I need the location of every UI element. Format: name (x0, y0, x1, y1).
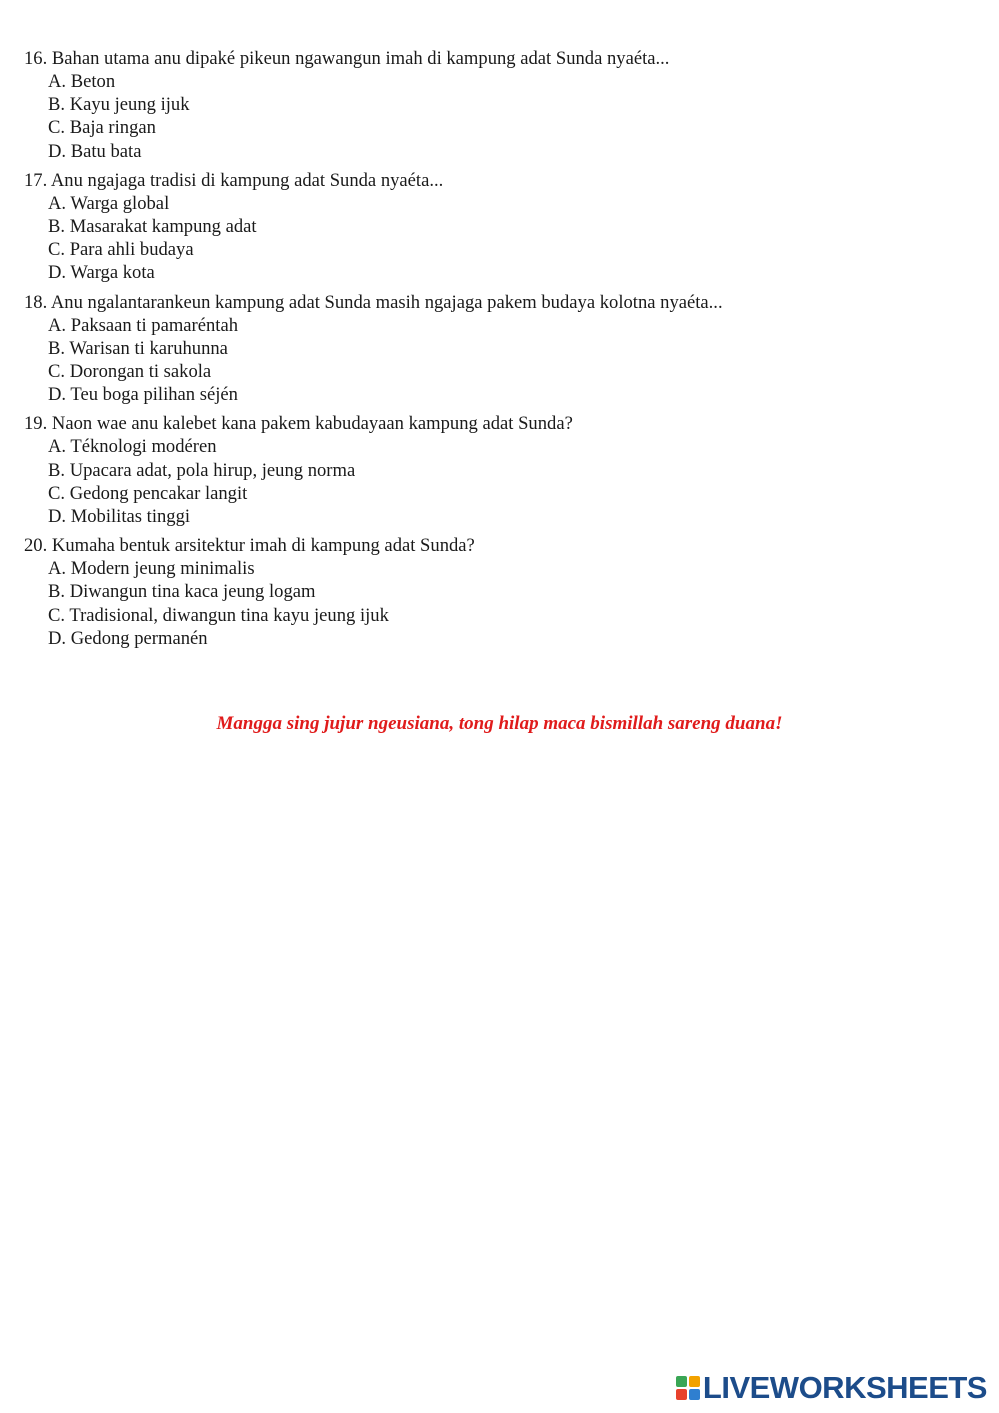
option-c[interactable]: C. Para ahli budaya (48, 239, 194, 261)
option-d[interactable]: D. Mobilitas tinggi (48, 506, 191, 528)
brand-name: LIVEWORKSHEETS (702, 1370, 987, 1405)
question-list (24, 47, 964, 656)
question-text: 18. Anu ngalantarankeun kampung adat Sunda masih ngajaga pakem budaya kolotna nyaéta... (24, 291, 723, 313)
question-19 (24, 412, 964, 528)
option-a[interactable]: A. Modern jeung minimalis (48, 558, 255, 580)
question-text: 17. Anu ngajaga tradisi di kampung adat Sunda nyaéta... (24, 169, 444, 191)
option-a[interactable]: A. Warga global (48, 192, 170, 214)
question-18 (24, 291, 964, 407)
option-a[interactable]: A. Beton (48, 71, 116, 92)
question-text: 19. Naon wae anu kalebet kana pakem kabudayaan kampung adat Sunda? (24, 413, 573, 435)
option-c[interactable]: C. Dorongan ti sakola (48, 361, 212, 383)
option-c[interactable]: C. Baja ringan (48, 117, 156, 139)
option-c[interactable]: C. Gedong pencakar langit (48, 482, 248, 504)
closing-message: Mangga sing jujur ngeusiana, tong hilap maca bismillah sareng duana! (216, 713, 783, 734)
liveworksheets-brand[interactable] (676, 1371, 987, 1405)
option-b[interactable]: B. Kayu jeung ijuk (48, 94, 190, 116)
question-20 (24, 534, 964, 650)
option-a[interactable]: A. Paksaan ti pamaréntah (48, 314, 239, 336)
liveworksheets-logo-icon (676, 1376, 700, 1400)
question-17 (24, 169, 964, 285)
option-c[interactable]: C. Tradisional, diwangun tina kayu jeung ijuk (48, 604, 389, 626)
option-b[interactable]: B. Warisan ti karuhunna (48, 337, 228, 359)
option-list (24, 557, 964, 650)
question-text: 20. Kumaha bentuk arsitektur imah di kampung adat Sunda? (24, 535, 475, 557)
option-b[interactable]: B. Upacara adat, pola hirup, jeung norma (48, 459, 356, 481)
option-d[interactable]: D. Warga kota (48, 262, 155, 284)
question-16 (24, 47, 964, 163)
option-list (24, 70, 964, 163)
question-text: 16. Bahan utama anu dipaké pikeun ngawangun imah di kampung adat Sunda nyaéta... (24, 48, 670, 69)
option-list (24, 314, 964, 407)
option-d[interactable]: D. Gedong permanén (48, 627, 208, 649)
option-a[interactable]: A. Téknologi modéren (48, 436, 217, 458)
option-d[interactable]: D. Teu boga pilihan séjén (48, 384, 238, 406)
option-b[interactable]: B. Masarakat kampung adat (48, 216, 257, 238)
option-d[interactable]: D. Batu bata (48, 140, 142, 162)
option-b[interactable]: B. Diwangun tina kaca jeung logam (48, 581, 316, 603)
option-list (24, 192, 964, 285)
option-list (24, 435, 964, 528)
